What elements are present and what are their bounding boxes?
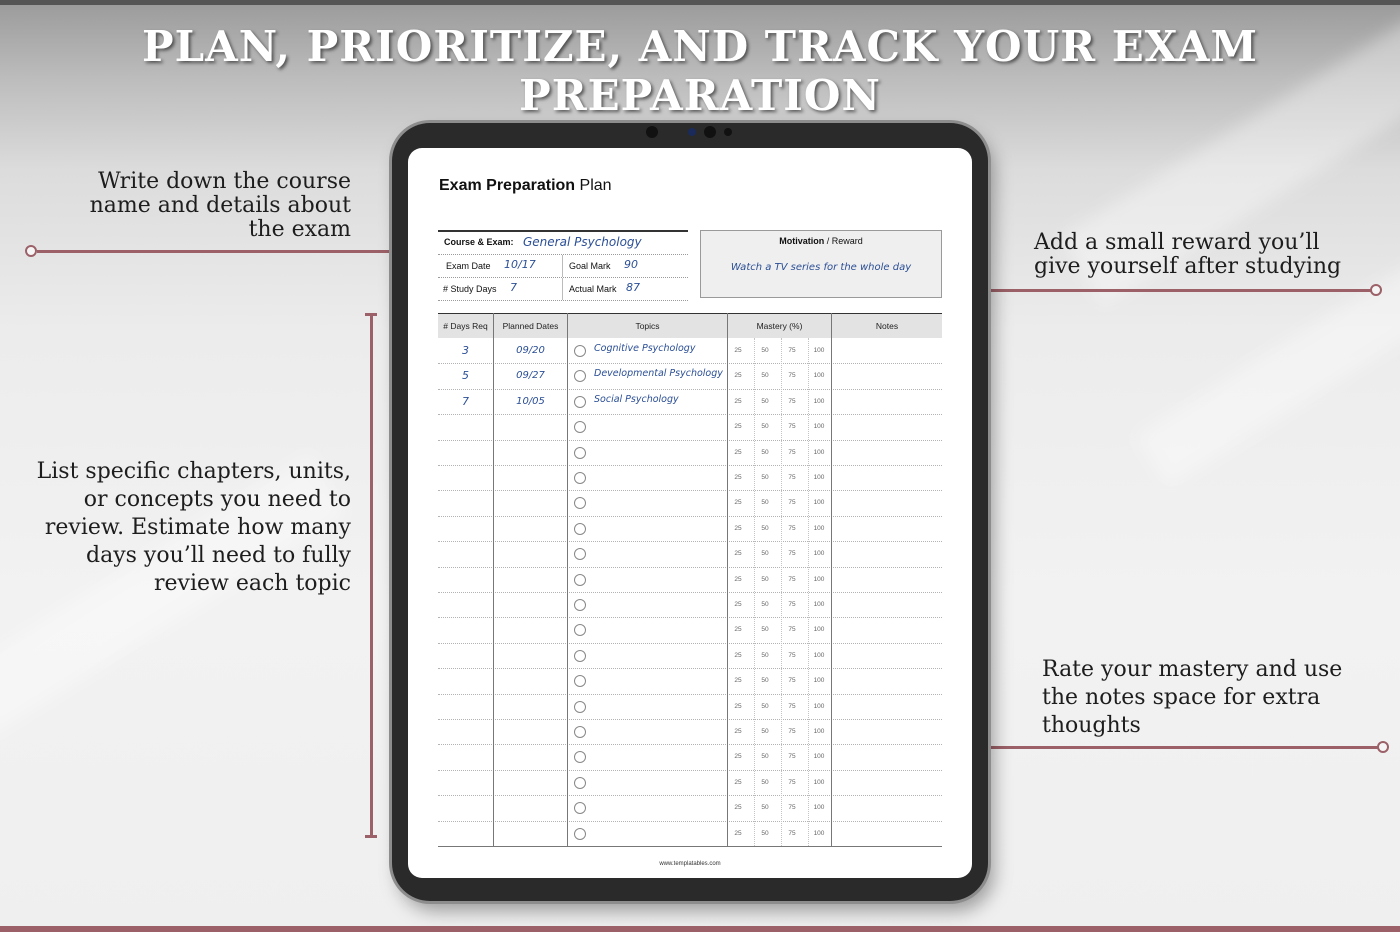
date-cell[interactable]: [494, 592, 567, 617]
table-row: [438, 744, 942, 770]
date-cell[interactable]: [494, 617, 567, 642]
exam-info: [438, 230, 688, 301]
mastery-option[interactable]: 25: [734, 347, 742, 354]
motivation-field[interactable]: Watch a TV series for the whole day: [730, 262, 912, 273]
notes-cell[interactable]: [832, 694, 942, 719]
mastery-option[interactable]: 25: [734, 601, 742, 608]
header-dates: Planned Dates: [494, 313, 567, 338]
goal-mark-label: Goal Mark: [569, 261, 611, 271]
checkbox-icon[interactable]: [574, 624, 586, 636]
topic-cell[interactable]: [594, 744, 726, 769]
tablet-screen: [408, 148, 972, 878]
header-topics: Topics: [568, 313, 727, 338]
actual-mark-field[interactable]: 87: [626, 281, 640, 294]
bottom-border: [0, 926, 1400, 932]
checkbox-icon[interactable]: [574, 472, 586, 484]
table-row: [438, 795, 942, 821]
notes-cell[interactable]: [832, 617, 942, 642]
days-cell[interactable]: [438, 490, 493, 515]
table-row: [438, 414, 942, 440]
notes-cell[interactable]: [832, 414, 942, 439]
mastery-option[interactable]: 75: [788, 423, 796, 431]
mastery-divider: [754, 338, 756, 846]
notes-cell[interactable]: [832, 795, 942, 820]
topic-cell[interactable]: [594, 795, 726, 820]
days-cell[interactable]: [438, 821, 493, 846]
column-divider: [493, 313, 494, 846]
mastery-option[interactable]: 50: [761, 347, 769, 354]
mastery-option[interactable]: 100: [813, 448, 825, 456]
mastery-option[interactable]: 50: [761, 753, 769, 761]
topic-cell[interactable]: [594, 694, 726, 719]
mastery-option[interactable]: 50: [761, 829, 769, 837]
notes-cell[interactable]: [832, 363, 942, 388]
course-label: Course & Exam:: [444, 237, 514, 247]
actual-mark-label: Actual Mark: [569, 284, 617, 294]
date-cell[interactable]: [494, 719, 567, 744]
bracket-tick: [365, 835, 377, 838]
topic-cell[interactable]: [594, 414, 726, 439]
topic-cell[interactable]: [594, 643, 726, 668]
checkbox-icon[interactable]: [574, 751, 586, 763]
bracket-tick: [365, 313, 377, 316]
table-row: [438, 668, 942, 694]
topic-cell[interactable]: [594, 440, 726, 465]
mastery-option[interactable]: 25: [734, 753, 742, 761]
days-cell[interactable]: [438, 719, 493, 744]
date-cell[interactable]: [494, 770, 567, 795]
mastery-option[interactable]: 25: [734, 702, 742, 710]
mastery-option[interactable]: 75: [788, 677, 796, 685]
date-cell[interactable]: [494, 795, 567, 820]
date-cell[interactable]: 10/05: [516, 395, 545, 407]
notes-cell[interactable]: [832, 440, 942, 465]
mastery-option[interactable]: 25: [734, 829, 742, 837]
checkbox-icon[interactable]: [574, 548, 586, 560]
table-bottom-rule: [438, 846, 942, 847]
days-cell[interactable]: [438, 541, 493, 566]
callout-reward: Add a small reward you’ll give yourself after studying: [1034, 230, 1342, 279]
mastery-option[interactable]: 100: [813, 474, 825, 481]
days-cell[interactable]: [438, 744, 493, 769]
table-row: [438, 567, 942, 593]
mastery-option[interactable]: 100: [813, 347, 825, 354]
mastery-option[interactable]: 75: [788, 778, 796, 786]
mastery-option[interactable]: 75: [788, 474, 796, 481]
table-row: [438, 719, 942, 745]
table-row: [438, 490, 942, 516]
notes-cell[interactable]: [832, 465, 942, 490]
camera-icon: [646, 126, 658, 138]
checkbox-icon[interactable]: [574, 421, 586, 433]
topic-cell[interactable]: [594, 821, 726, 846]
table-row: [438, 363, 942, 389]
table-row: [438, 592, 942, 618]
mastery-option[interactable]: 50: [761, 423, 769, 431]
days-cell[interactable]: 5: [462, 369, 469, 383]
topic-cell[interactable]: [594, 770, 726, 795]
study-days-row: [438, 278, 688, 301]
mastery-option[interactable]: 50: [761, 804, 769, 812]
table-row: [438, 440, 942, 466]
checkbox-icon[interactable]: [574, 828, 586, 840]
table-row: [438, 389, 942, 415]
headline: PLAN, PRIORITIZE, AND TRACK YOUR EXAM PREPARATION: [142, 22, 1258, 120]
mastery-option[interactable]: 75: [788, 829, 796, 837]
table-row: [438, 465, 942, 491]
mastery-option[interactable]: 50: [761, 474, 769, 481]
mastery-option[interactable]: 100: [813, 601, 825, 608]
mastery-option[interactable]: 50: [761, 601, 769, 608]
notes-cell[interactable]: [832, 744, 942, 769]
sensor-icon: [688, 128, 696, 136]
notes-cell[interactable]: [832, 668, 942, 693]
topic-cell[interactable]: Developmental Psychology: [594, 368, 723, 380]
motivation-box: [700, 230, 942, 298]
connector-dot: [25, 245, 37, 257]
mastery-option[interactable]: 100: [813, 728, 825, 735]
callout-mastery: Rate your mastery and use the notes space for extra thoughts: [1042, 657, 1343, 738]
mastery-option[interactable]: 25: [734, 550, 742, 558]
mastery-option[interactable]: 75: [788, 702, 796, 710]
camera-icon: [704, 126, 716, 138]
callout-topics: List specific chapters, units, or concepts you need to review. Estimate how many days you’ll need to fully review each topic: [36, 459, 351, 596]
mastery-option[interactable]: 50: [761, 397, 769, 405]
mastery-divider: [781, 338, 783, 846]
date-cell[interactable]: [494, 516, 567, 541]
callout-course: Write down the course name and details about the exam: [89, 169, 351, 242]
column-divider: [727, 313, 728, 846]
topic-cell[interactable]: Cognitive Psychology: [594, 343, 696, 354]
mastery-option[interactable]: 50: [761, 651, 769, 659]
days-cell[interactable]: [438, 668, 493, 693]
days-cell[interactable]: [438, 465, 493, 490]
bracket-line: [370, 313, 373, 837]
mastery-option[interactable]: 100: [813, 677, 825, 685]
mastery-option[interactable]: 25: [734, 448, 742, 456]
mastery-option[interactable]: 50: [761, 448, 769, 456]
mastery-option[interactable]: 100: [813, 524, 825, 532]
table-row: [438, 694, 942, 720]
mastery-option[interactable]: 25: [734, 474, 742, 481]
topic-cell[interactable]: [594, 465, 726, 490]
mastery-option[interactable]: 25: [734, 651, 742, 659]
topic-cell[interactable]: [594, 567, 726, 592]
checkbox-icon[interactable]: [574, 447, 586, 459]
header-days: # Days Req: [438, 313, 493, 338]
date-cell[interactable]: [494, 567, 567, 592]
date-cell[interactable]: 09/27: [516, 370, 545, 382]
mastery-option[interactable]: 50: [761, 499, 769, 507]
checkbox-icon[interactable]: [574, 574, 586, 586]
checkbox-icon[interactable]: [574, 497, 586, 509]
mastery-option[interactable]: 75: [788, 601, 796, 608]
date-cell[interactable]: [494, 541, 567, 566]
connector-dot: [1370, 284, 1382, 296]
mastery-option[interactable]: 75: [788, 626, 796, 634]
table-row: [438, 643, 942, 669]
mastery-option[interactable]: 100: [813, 372, 825, 380]
mastery-divider: [808, 338, 810, 846]
exam-date-row: [438, 255, 688, 278]
days-cell[interactable]: [438, 414, 493, 439]
study-days-field[interactable]: 7: [510, 281, 517, 294]
days-cell[interactable]: [438, 567, 493, 592]
header-notes: Notes: [832, 313, 942, 338]
mastery-option[interactable]: 25: [734, 626, 742, 634]
mastery-option[interactable]: 100: [813, 778, 825, 786]
notes-cell[interactable]: [832, 719, 942, 744]
checkbox-icon[interactable]: [574, 726, 586, 738]
mastery-option[interactable]: 75: [788, 804, 796, 812]
table-row: [438, 541, 942, 567]
topic-cell[interactable]: Social Psychology: [594, 393, 679, 405]
top-border: [0, 0, 1400, 5]
days-cell[interactable]: [438, 643, 493, 668]
topic-cell[interactable]: [594, 668, 726, 693]
mastery-option[interactable]: 50: [761, 728, 769, 735]
date-cell[interactable]: 09/20: [516, 345, 545, 356]
mastery-option[interactable]: 25: [734, 677, 742, 685]
checkbox-icon[interactable]: [574, 650, 586, 662]
mastery-option[interactable]: 25: [734, 397, 742, 405]
days-cell[interactable]: [438, 694, 493, 719]
mastery-option[interactable]: 50: [761, 372, 769, 380]
date-cell[interactable]: [494, 821, 567, 846]
days-cell[interactable]: [438, 516, 493, 541]
checkbox-icon[interactable]: [574, 370, 586, 382]
checkbox-icon[interactable]: [574, 599, 586, 611]
notes-cell[interactable]: [832, 643, 942, 668]
mastery-option[interactable]: 100: [813, 575, 825, 583]
mastery-option[interactable]: 50: [761, 702, 769, 710]
connector-line: [953, 289, 1371, 292]
mastery-option[interactable]: 25: [734, 778, 742, 786]
mastery-option[interactable]: 75: [788, 372, 796, 380]
notes-cell[interactable]: [832, 567, 942, 592]
goal-mark-field[interactable]: 90: [624, 258, 638, 271]
connector-dot: [1377, 741, 1389, 753]
mastery-option[interactable]: 100: [813, 423, 825, 431]
mastery-option[interactable]: 25: [734, 423, 742, 431]
mastery-option[interactable]: 100: [813, 626, 825, 634]
notes-cell[interactable]: [832, 389, 942, 414]
mastery-option[interactable]: 100: [813, 550, 825, 558]
mastery-option[interactable]: 75: [788, 499, 796, 507]
mastery-option[interactable]: 25: [734, 372, 742, 380]
days-cell[interactable]: [438, 795, 493, 820]
notes-cell[interactable]: [832, 490, 942, 515]
checkbox-icon[interactable]: [574, 396, 586, 408]
table-row: [438, 617, 942, 643]
mastery-option[interactable]: 75: [788, 397, 796, 405]
column-divider: [831, 313, 832, 846]
header-mastery: Mastery (%): [728, 313, 831, 338]
mastery-option[interactable]: 100: [813, 397, 825, 405]
notes-cell[interactable]: [832, 592, 942, 617]
mastery-option[interactable]: 25: [734, 524, 742, 532]
notes-cell[interactable]: [832, 338, 942, 363]
doc-title: Exam Preparation Plan: [439, 177, 612, 194]
topic-cell[interactable]: [594, 490, 726, 515]
course-row: [438, 232, 688, 255]
mastery-option[interactable]: 75: [788, 651, 796, 659]
days-cell[interactable]: [438, 440, 493, 465]
topic-cell[interactable]: [594, 719, 726, 744]
days-cell[interactable]: [438, 592, 493, 617]
mastery-option[interactable]: 75: [788, 550, 796, 558]
mastery-option[interactable]: 50: [761, 575, 769, 583]
footer-url: www.templatables.com: [659, 861, 721, 867]
checkbox-icon[interactable]: [574, 777, 586, 789]
motivation-heading: Motivation / Reward: [779, 236, 863, 246]
checkbox-icon[interactable]: [574, 675, 586, 687]
mastery-option[interactable]: 50: [761, 524, 769, 532]
mastery-option[interactable]: 75: [788, 753, 796, 761]
mastery-option[interactable]: 75: [788, 575, 796, 583]
course-field[interactable]: General Psychology: [523, 235, 642, 249]
date-cell[interactable]: [494, 465, 567, 490]
days-cell[interactable]: 7: [462, 394, 469, 408]
notes-cell[interactable]: [832, 516, 942, 541]
exam-date-field[interactable]: 10/17: [504, 258, 536, 271]
topic-cell[interactable]: [594, 592, 726, 617]
mastery-option[interactable]: 25: [734, 728, 742, 735]
date-cell[interactable]: [494, 668, 567, 693]
checkbox-icon[interactable]: [574, 345, 586, 357]
date-cell[interactable]: [494, 643, 567, 668]
mastery-option[interactable]: 50: [761, 677, 769, 685]
mastery-option[interactable]: 25: [734, 499, 742, 507]
mastery-option[interactable]: 100: [813, 804, 825, 812]
days-cell[interactable]: [438, 617, 493, 642]
days-cell[interactable]: [438, 770, 493, 795]
checkbox-icon[interactable]: [574, 523, 586, 535]
connector-line: [37, 250, 422, 253]
topic-cell[interactable]: [594, 617, 726, 642]
notes-cell[interactable]: [832, 770, 942, 795]
mastery-option[interactable]: 75: [788, 347, 796, 354]
sensor-icon: [724, 128, 732, 136]
mastery-option[interactable]: 75: [788, 448, 796, 456]
column-divider: [567, 313, 568, 846]
mastery-option[interactable]: 75: [788, 728, 796, 735]
mastery-option[interactable]: 100: [813, 651, 825, 659]
mastery-option[interactable]: 50: [761, 550, 769, 558]
table-row: [438, 770, 942, 796]
table-row: [438, 338, 942, 364]
notes-cell[interactable]: [832, 821, 942, 846]
date-cell[interactable]: [494, 744, 567, 769]
date-cell[interactable]: [494, 414, 567, 439]
table-row: [438, 516, 942, 542]
mastery-option[interactable]: 100: [813, 499, 825, 507]
mastery-option[interactable]: 100: [813, 702, 825, 710]
topic-cell[interactable]: [594, 541, 726, 566]
date-cell[interactable]: [494, 694, 567, 719]
mastery-option[interactable]: 25: [734, 575, 742, 583]
mastery-option[interactable]: 100: [813, 753, 825, 761]
notes-cell[interactable]: [832, 541, 942, 566]
checkbox-icon[interactable]: [574, 701, 586, 713]
table-row: [438, 821, 942, 847]
checkbox-icon[interactable]: [574, 802, 586, 814]
study-days-label: # Study Days: [443, 284, 497, 294]
date-cell[interactable]: [494, 490, 567, 515]
mastery-option[interactable]: 75: [788, 524, 796, 532]
topic-cell[interactable]: [594, 516, 726, 541]
mastery-option[interactable]: 100: [813, 829, 825, 837]
days-cell[interactable]: 3: [462, 344, 469, 357]
mastery-option[interactable]: 50: [761, 626, 769, 634]
date-cell[interactable]: [494, 440, 567, 465]
mastery-option[interactable]: 50: [761, 778, 769, 786]
exam-date-label: Exam Date: [446, 261, 491, 271]
mastery-option[interactable]: 25: [734, 804, 742, 812]
